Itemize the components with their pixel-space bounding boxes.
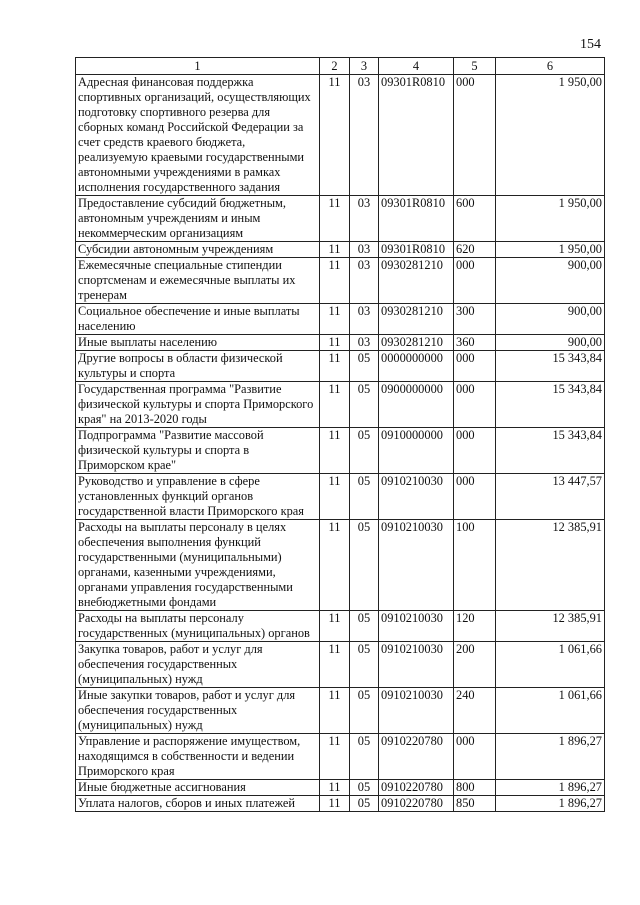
row-name-cell: Расходы на выплаты персоналу государственных (муниципальных) органов [76,611,320,642]
header-col-3: 3 [350,58,379,75]
row-section-cell: 11 [320,351,350,382]
row-section-cell: 11 [320,780,350,796]
row-name-cell: Расходы на выплаты персоналу в целях обеспечения выполнения функций государственными (муниципальными) органами, казенными учреждениями, органами управления государственными внебюджетными фондами [76,520,320,611]
row-section-cell: 11 [320,258,350,304]
row-amount-cell: 900,00 [496,304,605,335]
row-name-cell: Подпрограмма "Развитие массовой физической культуры и спорта в Приморском крае" [76,428,320,474]
row-target-code-cell: 0930281210 [379,258,454,304]
row-expense-type-cell: 000 [454,734,496,780]
row-name-cell: Адресная финансовая поддержка спортивных организаций, осуществляющих подготовку спортивного резерва для сборных команд Российской Федерации за счет средств краевого бюджета, реализуемую краевыми государственными автономными учреждениями в рамках исполнения государственного задания [76,75,320,196]
table-row [76,474,605,520]
row-target-code-cell: 09301R0810 [379,75,454,196]
row-section-cell: 11 [320,474,350,520]
row-subsection-cell: 05 [350,611,379,642]
row-expense-type-cell: 850 [454,796,496,812]
header-col-1: 1 [76,58,320,75]
table-row [76,242,605,258]
row-subsection-cell: 05 [350,428,379,474]
row-subsection-cell: 05 [350,734,379,780]
row-expense-type-cell: 300 [454,304,496,335]
row-section-cell: 11 [320,242,350,258]
table-row [76,351,605,382]
row-expense-type-cell: 800 [454,780,496,796]
table-row [76,335,605,351]
row-name-cell: Иные выплаты населению [76,335,320,351]
row-section-cell: 11 [320,304,350,335]
row-subsection-cell: 05 [350,474,379,520]
table-row [76,780,605,796]
table-row [76,611,605,642]
row-name-cell: Предоставление субсидий бюджетным, автономным учреждениям и иным некоммерческим организациям [76,196,320,242]
row-expense-type-cell: 120 [454,611,496,642]
row-name-cell: Государственная программа "Развитие физической культуры и спорта Приморского края" на 2013-2020 годы [76,382,320,428]
table-row [76,428,605,474]
row-amount-cell: 15 343,84 [496,351,605,382]
row-subsection-cell: 05 [350,780,379,796]
header-col-4: 4 [379,58,454,75]
row-expense-type-cell: 000 [454,258,496,304]
header-col-6: 6 [496,58,605,75]
page-number: 154 [580,37,601,52]
row-amount-cell: 1 950,00 [496,75,605,196]
row-expense-type-cell: 240 [454,688,496,734]
row-section-cell: 11 [320,428,350,474]
row-section-cell: 11 [320,75,350,196]
row-target-code-cell: 0910210030 [379,474,454,520]
row-section-cell: 11 [320,335,350,351]
row-subsection-cell: 03 [350,196,379,242]
row-target-code-cell: 0910210030 [379,642,454,688]
table-row [76,382,605,428]
row-name-cell: Иные бюджетные ассигнования [76,780,320,796]
row-expense-type-cell: 000 [454,474,496,520]
row-expense-type-cell: 620 [454,242,496,258]
row-name-cell: Другие вопросы в области физической культуры и спорта [76,351,320,382]
row-subsection-cell: 05 [350,796,379,812]
row-amount-cell: 1 896,27 [496,734,605,780]
row-amount-cell: 1 061,66 [496,642,605,688]
row-subsection-cell: 05 [350,351,379,382]
row-name-cell: Руководство и управление в сфере установленных функций органов государственной власти Приморского края [76,474,320,520]
row-section-cell: 11 [320,611,350,642]
row-amount-cell: 15 343,84 [496,428,605,474]
row-name-cell: Уплата налогов, сборов и иных платежей [76,796,320,812]
row-name-cell: Закупка товаров, работ и услуг для обеспечения государственных (муниципальных) нужд [76,642,320,688]
row-target-code-cell: 0000000000 [379,351,454,382]
row-amount-cell: 15 343,84 [496,382,605,428]
row-target-code-cell: 0900000000 [379,382,454,428]
row-target-code-cell: 09301R0810 [379,196,454,242]
row-amount-cell: 900,00 [496,335,605,351]
row-target-code-cell: 0910220780 [379,780,454,796]
table-row [76,734,605,780]
row-amount-cell: 12 385,91 [496,611,605,642]
row-expense-type-cell: 200 [454,642,496,688]
row-target-code-cell: 09301R0810 [379,242,454,258]
row-subsection-cell: 03 [350,242,379,258]
table-row [76,304,605,335]
row-subsection-cell: 05 [350,520,379,611]
row-name-cell: Ежемесячные специальные стипендии спортсменам и ежемесячные выплаты их тренерам [76,258,320,304]
row-target-code-cell: 0910210030 [379,611,454,642]
row-name-cell: Управление и распоряжение имуществом, находящимся в собственности и ведении Приморского края [76,734,320,780]
row-target-code-cell: 0930281210 [379,304,454,335]
row-section-cell: 11 [320,642,350,688]
row-section-cell: 11 [320,520,350,611]
row-amount-cell: 1 896,27 [496,780,605,796]
row-name-cell: Иные закупки товаров, работ и услуг для обеспечения государственных (муниципальных) нужд [76,688,320,734]
row-section-cell: 11 [320,382,350,428]
row-expense-type-cell: 360 [454,335,496,351]
row-expense-type-cell: 000 [454,382,496,428]
row-target-code-cell: 0910210030 [379,520,454,611]
row-subsection-cell: 03 [350,304,379,335]
row-subsection-cell: 03 [350,258,379,304]
row-expense-type-cell: 000 [454,428,496,474]
row-section-cell: 11 [320,688,350,734]
row-name-cell: Социальное обеспечение и иные выплаты населению [76,304,320,335]
header-col-5: 5 [454,58,496,75]
table-row [76,642,605,688]
row-amount-cell: 1 896,27 [496,796,605,812]
row-amount-cell: 1 950,00 [496,196,605,242]
table-row [76,796,605,812]
row-expense-type-cell: 000 [454,351,496,382]
header-col-2: 2 [320,58,350,75]
row-section-cell: 11 [320,796,350,812]
table-row [76,520,605,611]
table-row [76,75,605,196]
row-expense-type-cell: 600 [454,196,496,242]
row-subsection-cell: 03 [350,75,379,196]
table-row [76,196,605,242]
row-name-cell: Субсидии автономным учреждениям [76,242,320,258]
row-target-code-cell: 0930281210 [379,335,454,351]
row-target-code-cell: 0910000000 [379,428,454,474]
row-target-code-cell: 0910210030 [379,688,454,734]
row-subsection-cell: 03 [350,335,379,351]
row-section-cell: 11 [320,196,350,242]
table-row [76,688,605,734]
row-amount-cell: 12 385,91 [496,520,605,611]
row-target-code-cell: 0910220780 [379,734,454,780]
table-header-row [76,58,605,75]
row-amount-cell: 13 447,57 [496,474,605,520]
row-expense-type-cell: 100 [454,520,496,611]
row-amount-cell: 1 950,00 [496,242,605,258]
row-subsection-cell: 05 [350,642,379,688]
budget-table [75,57,605,812]
row-subsection-cell: 05 [350,688,379,734]
row-section-cell: 11 [320,734,350,780]
row-subsection-cell: 05 [350,382,379,428]
row-target-code-cell: 0910220780 [379,796,454,812]
row-amount-cell: 900,00 [496,258,605,304]
table-row [76,258,605,304]
row-expense-type-cell: 000 [454,75,496,196]
row-amount-cell: 1 061,66 [496,688,605,734]
